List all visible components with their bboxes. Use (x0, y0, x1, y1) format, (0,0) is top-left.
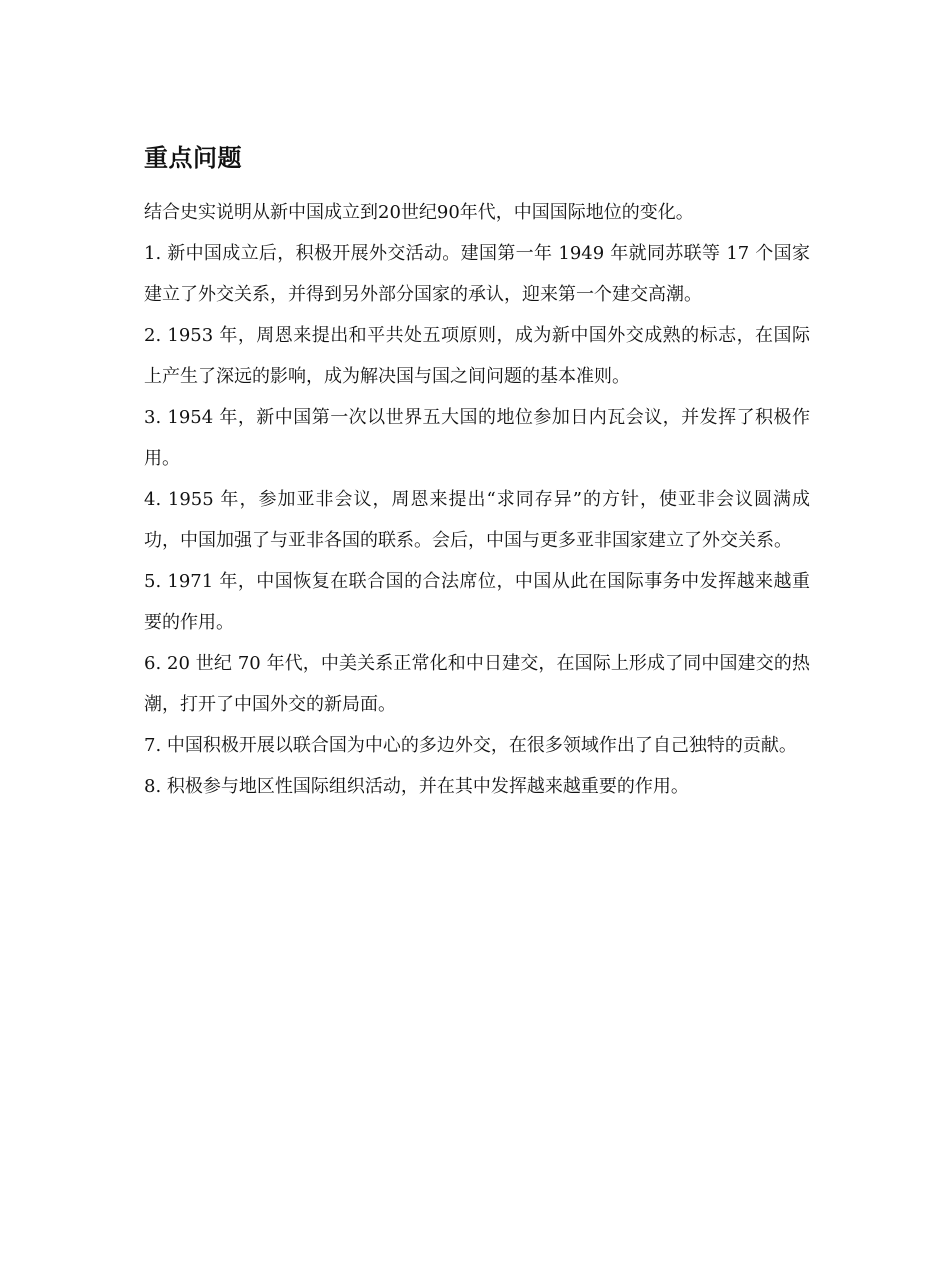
question-text: 结合史实说明从新中国成立到20世纪90年代，中国国际地位的变化。 (144, 202, 694, 223)
key-point-2: 2. 1953 年，周恩来提出和平共处五项原则，成为新中国外交成熟的标志，在国际上产生了深远的影响，成为解决国与国之间问题的基本准则。 (144, 325, 810, 387)
key-point-4: 4. 1955 年，参加亚非会议，周恩来提出“求同存异”的方针，使亚非会议圆满成功，中国加强了与亚非各国的联系。会后，中国与更多亚非国家建立了外交关系。 (144, 489, 810, 551)
key-point-6: 6. 20 世纪 70 年代，中美关系正常化和中日建交，在国际上形成了同中国建交的热潮，打开了中国外交的新局面。 (144, 653, 810, 715)
key-point-3: 3. 1954 年，新中国第一次以世界五大国的地位参加日内瓦会议，并发挥了积极作用。 (144, 407, 810, 469)
key-points-list (144, 233, 810, 807)
key-point-7: 7. 中国积极开展以联合国为中心的多边外交，在很多领域作出了自己独特的贡献。 (144, 735, 797, 756)
document-content (144, 138, 810, 807)
key-point-5: 5. 1971 年，中国恢复在联合国的合法席位，中国从此在国际事务中发挥越来越重要的作用。 (144, 571, 810, 633)
key-point-8: 8. 积极参与地区性国际组织活动，并在其中发挥越来越重要的作用。 (144, 776, 689, 797)
document-title: 重点问题 (144, 144, 242, 172)
key-point-1: 1. 新中国成立后，积极开展外交活动。建国第一年 1949 年就同苏联等 17 个国家建立了外交关系，并得到另外部分国家的承认，迎来第一个建交高潮。 (144, 243, 810, 305)
